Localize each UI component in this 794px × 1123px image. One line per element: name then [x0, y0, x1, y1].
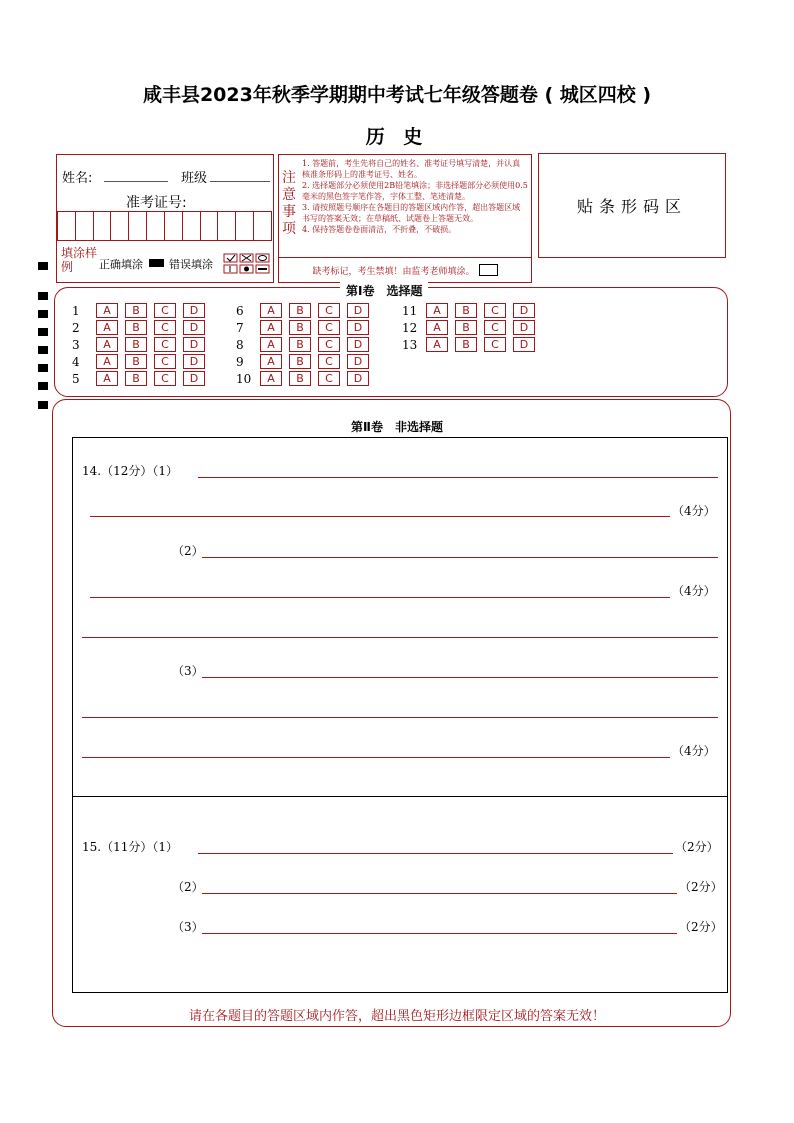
q15-p2-points: （2分） — [679, 880, 723, 894]
position-marker — [38, 364, 48, 372]
option-bubble[interactable]: B — [125, 320, 147, 335]
option-bubble[interactable]: A — [260, 354, 282, 369]
q15-p3-points: （2分） — [679, 920, 723, 934]
choice-column-3 — [402, 302, 542, 353]
option-bubble[interactable]: A — [260, 303, 282, 318]
missing-mark-checkbox[interactable] — [479, 264, 498, 276]
answer-line[interactable] — [198, 853, 673, 854]
fill-correct-label: 正确填涂 — [99, 258, 143, 271]
option-bubble[interactable]: C — [154, 371, 176, 386]
question-number: 7 — [236, 320, 244, 335]
question-number: 11 — [402, 303, 418, 318]
answer-line[interactable] — [82, 757, 670, 758]
option-bubble[interactable]: B — [455, 320, 477, 335]
fill-wrong-label: 错误填涂 — [169, 258, 213, 271]
option-bubble[interactable]: C — [318, 303, 340, 318]
option-bubble[interactable]: B — [455, 303, 477, 318]
option-bubble[interactable]: D — [513, 320, 535, 335]
position-marker — [38, 346, 48, 354]
notes-heading: 注意事项 — [282, 170, 296, 237]
question-number: 13 — [402, 337, 418, 352]
option-bubble[interactable]: D — [347, 371, 369, 386]
option-bubble[interactable]: C — [484, 320, 506, 335]
option-bubble[interactable]: D — [183, 303, 205, 318]
exam-no-label: 准考证号: — [126, 195, 187, 211]
choice-question-row — [72, 353, 212, 370]
option-bubble[interactable]: C — [318, 320, 340, 335]
section-choice-title-wrap — [340, 280, 428, 299]
section-choice-title: 第Ⅰ卷 选择题 — [346, 284, 423, 298]
note-item: 3. 请按照题号顺序在各题目的答题区域内作答，超出答题区域书写的答案无效；在草稿纸、试题卷上答题无效。 — [302, 203, 521, 223]
choice-question-row — [236, 353, 376, 370]
choice-column-1 — [72, 302, 212, 387]
option-bubble[interactable]: A — [260, 337, 282, 352]
choice-question-row — [236, 319, 376, 336]
question-number: 9 — [236, 354, 244, 369]
answer-line[interactable] — [198, 477, 718, 478]
question-number: 1 — [72, 303, 80, 318]
section-nonchoice-title: 第Ⅱ卷 非选择题 — [351, 420, 443, 434]
answer-line[interactable] — [202, 893, 677, 894]
answer-area-divider — [72, 796, 728, 797]
option-bubble[interactable]: C — [154, 320, 176, 335]
option-bubble[interactable]: B — [125, 303, 147, 318]
answer-line[interactable] — [90, 516, 670, 517]
q15-p2-label: （2） — [172, 880, 204, 894]
answer-line[interactable] — [202, 933, 677, 934]
choice-column-2 — [236, 302, 376, 387]
fill-correct-sample — [149, 259, 164, 267]
option-bubble[interactable]: C — [318, 371, 340, 386]
choice-question-row — [402, 336, 542, 353]
option-bubble[interactable]: A — [260, 371, 282, 386]
page-title: 咸丰县2023年秋季学期期中考试七年级答题卷 ( 城区四校 ) — [142, 84, 652, 106]
choice-question-row — [402, 319, 542, 336]
option-bubble[interactable]: A — [260, 320, 282, 335]
question-number: 3 — [72, 337, 80, 352]
choice-question-row — [236, 302, 376, 319]
option-bubble[interactable]: B — [125, 371, 147, 386]
option-bubble[interactable]: B — [125, 337, 147, 352]
option-bubble[interactable]: D — [183, 320, 205, 335]
answer-line[interactable] — [202, 677, 718, 678]
q14-p2-label: （2） — [172, 544, 204, 558]
position-marker — [38, 382, 48, 390]
option-bubble[interactable]: A — [96, 320, 118, 335]
option-bubble[interactable]: D — [347, 320, 369, 335]
note-item: 1. 答题前，考生先将自己的姓名、准考证号填写清楚，并认真核准条形码上的准考证号、姓名。 — [302, 159, 521, 179]
choice-question-row — [72, 319, 212, 336]
name-field[interactable] — [104, 181, 168, 182]
option-bubble[interactable]: D — [183, 354, 205, 369]
note-item: 2. 选择题部分必须使用2B铅笔填涂；非选择题部分必须使用0.5毫米的黑色签字笔作答，字体工整、笔迹清楚。 — [302, 181, 528, 201]
position-marker — [38, 401, 48, 409]
choice-question-row — [236, 370, 376, 387]
option-bubble[interactable]: C — [154, 337, 176, 352]
q14-p1-points: （4分） — [672, 504, 716, 518]
q14-label: 14.（12分）（1） — [82, 464, 178, 478]
option-bubble[interactable]: D — [347, 303, 369, 318]
option-bubble[interactable]: B — [125, 354, 147, 369]
position-marker — [38, 328, 48, 336]
question-number: 12 — [402, 320, 418, 335]
name-label: 姓名: — [62, 171, 93, 186]
option-bubble[interactable]: C — [318, 354, 340, 369]
position-marker — [38, 262, 48, 270]
exam-no-grid[interactable] — [58, 211, 272, 241]
question-number: 10 — [236, 371, 252, 386]
answer-line[interactable] — [90, 597, 670, 598]
option-bubble[interactable]: B — [289, 371, 311, 386]
option-bubble[interactable]: A — [96, 371, 118, 386]
barcode-label: 贴条形码区 — [576, 197, 687, 216]
q15-p1-points: （2分） — [675, 840, 719, 854]
choice-question-row — [72, 302, 212, 319]
question-number: 2 — [72, 320, 80, 335]
note-item: 4. 保持答题卷卷面清洁，不折叠，不破损。 — [302, 225, 457, 234]
option-bubble[interactable]: D — [183, 337, 205, 352]
choice-question-row — [72, 336, 212, 353]
choice-question-row — [72, 370, 212, 387]
option-bubble[interactable]: B — [455, 337, 477, 352]
option-bubble[interactable]: B — [289, 337, 311, 352]
choice-question-row — [236, 336, 376, 353]
option-bubble[interactable]: D — [347, 354, 369, 369]
answer-line[interactable] — [202, 557, 718, 558]
option-bubble[interactable]: D — [347, 337, 369, 352]
notes-list — [302, 158, 528, 235]
position-marker — [38, 310, 48, 318]
fill-example-label: 填涂样例 — [61, 246, 98, 274]
option-bubble[interactable]: C — [154, 303, 176, 318]
option-bubble[interactable]: A — [426, 320, 448, 335]
option-bubble[interactable]: A — [96, 354, 118, 369]
fill-wrong-samples — [222, 252, 272, 276]
option-bubble[interactable]: D — [513, 303, 535, 318]
option-bubble[interactable]: D — [513, 337, 535, 352]
q15-p3-label: （3） — [172, 920, 204, 934]
option-bubble[interactable]: C — [154, 354, 176, 369]
choice-question-row — [402, 302, 542, 319]
option-bubble[interactable]: A — [426, 337, 448, 352]
option-bubble[interactable]: D — [183, 371, 205, 386]
option-bubble[interactable]: A — [426, 303, 448, 318]
option-bubble[interactable]: A — [96, 337, 118, 352]
option-bubble[interactable]: B — [289, 303, 311, 318]
option-bubble[interactable]: C — [318, 337, 340, 352]
question-number: 8 — [236, 337, 244, 352]
class-label: 班级 — [181, 171, 208, 186]
answer-line[interactable] — [82, 637, 718, 638]
q15-label: 15.（11分）（1） — [82, 840, 178, 854]
option-bubble[interactable]: A — [96, 303, 118, 318]
missing-mark-label: 缺考标记，考生禁填！由监考老师填涂。 — [312, 266, 475, 277]
option-bubble[interactable]: B — [289, 320, 311, 335]
q14-p3-label: （3） — [172, 664, 204, 678]
position-marker — [38, 292, 48, 300]
option-bubble[interactable]: B — [289, 354, 311, 369]
q14-p2-points: （4分） — [672, 584, 716, 598]
subject-title: 历 史 — [365, 126, 429, 148]
q14-p3-points: （4分） — [672, 744, 716, 758]
question-number: 4 — [72, 354, 80, 369]
question-number: 6 — [236, 303, 244, 318]
option-bubble[interactable]: C — [484, 303, 506, 318]
option-bubble[interactable]: C — [484, 337, 506, 352]
answer-line[interactable] — [82, 717, 718, 718]
answer-area-frame — [72, 437, 728, 993]
question-number: 5 — [72, 371, 80, 386]
footer-warning: 请在各题目的答题区域内作答，超出黑色矩形边框限定区域的答案无效！ — [188, 1009, 605, 1024]
barcode-area — [538, 153, 726, 258]
class-field[interactable] — [210, 181, 270, 182]
